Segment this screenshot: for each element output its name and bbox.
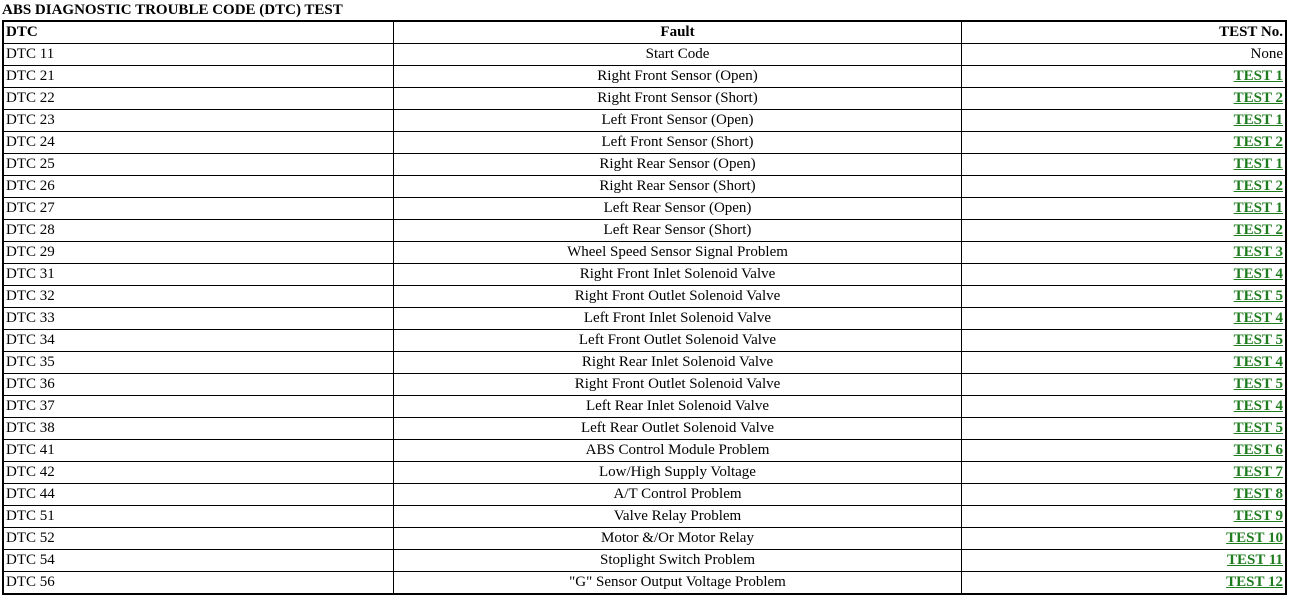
test-link[interactable]: TEST 2 (1233, 178, 1283, 194)
table-row (3, 154, 1286, 176)
table-row (3, 374, 1286, 396)
test-number-cell (962, 330, 1287, 352)
table-row (3, 550, 1286, 572)
test-number-cell: None (962, 44, 1287, 66)
table-row (3, 286, 1286, 308)
table-row (3, 66, 1286, 88)
test-link[interactable]: TEST 8 (1233, 486, 1283, 502)
test-link[interactable]: TEST 5 (1233, 332, 1283, 348)
test-number-cell (962, 462, 1287, 484)
fault-cell: Wheel Speed Sensor Signal Problem (394, 242, 962, 264)
test-link[interactable]: TEST 10 (1226, 530, 1283, 546)
dtc-code-cell: DTC 23 (3, 110, 394, 132)
column-header-test-no: TEST No. (962, 21, 1287, 44)
test-link[interactable]: TEST 1 (1233, 68, 1283, 84)
test-number-cell (962, 286, 1287, 308)
table-row (3, 110, 1286, 132)
fault-cell: Right Rear Inlet Solenoid Valve (394, 352, 962, 374)
dtc-code-cell: DTC 33 (3, 308, 394, 330)
dtc-code-cell: DTC 56 (3, 572, 394, 595)
test-number-cell (962, 264, 1287, 286)
table-row (3, 396, 1286, 418)
fault-cell: Left Front Sensor (Short) (394, 132, 962, 154)
dtc-code-cell: DTC 42 (3, 462, 394, 484)
test-link[interactable]: TEST 4 (1233, 266, 1283, 282)
table-row (3, 220, 1286, 242)
test-link[interactable]: TEST 5 (1233, 288, 1283, 304)
test-number-cell (962, 572, 1287, 595)
fault-cell: A/T Control Problem (394, 484, 962, 506)
test-number-cell (962, 88, 1287, 110)
dtc-code-cell: DTC 27 (3, 198, 394, 220)
dtc-code-cell: DTC 29 (3, 242, 394, 264)
table-row (3, 418, 1286, 440)
column-header-dtc: DTC (3, 21, 394, 44)
test-link[interactable]: TEST 2 (1233, 134, 1283, 150)
dtc-code-cell: DTC 52 (3, 528, 394, 550)
test-number-cell (962, 418, 1287, 440)
table-row (3, 330, 1286, 352)
table-row (3, 264, 1286, 286)
test-number-cell (962, 484, 1287, 506)
test-link[interactable]: TEST 1 (1233, 200, 1283, 216)
fault-cell: Valve Relay Problem (394, 506, 962, 528)
table-row (3, 462, 1286, 484)
test-link[interactable]: TEST 1 (1233, 156, 1283, 172)
test-number-cell (962, 220, 1287, 242)
test-number-cell (962, 506, 1287, 528)
test-number-cell (962, 242, 1287, 264)
test-number-cell (962, 550, 1287, 572)
fault-cell: Right Front Inlet Solenoid Valve (394, 264, 962, 286)
table-row (3, 242, 1286, 264)
test-link[interactable]: TEST 4 (1233, 398, 1283, 414)
dtc-code-cell: DTC 28 (3, 220, 394, 242)
test-number-cell (962, 176, 1287, 198)
test-link[interactable]: TEST 6 (1233, 442, 1283, 458)
fault-cell: Left Front Outlet Solenoid Valve (394, 330, 962, 352)
table-row (3, 132, 1286, 154)
dtc-code-cell: DTC 35 (3, 352, 394, 374)
test-number-cell (962, 308, 1287, 330)
fault-cell: Left Front Inlet Solenoid Valve (394, 308, 962, 330)
test-number-cell (962, 396, 1287, 418)
fault-cell: Left Rear Sensor (Open) (394, 198, 962, 220)
table-row (3, 198, 1286, 220)
dtc-code-cell: DTC 31 (3, 264, 394, 286)
test-number-cell (962, 198, 1287, 220)
table-row (3, 440, 1286, 462)
dtc-code-cell: DTC 32 (3, 286, 394, 308)
table-row (3, 88, 1286, 110)
dtc-table (2, 20, 1287, 595)
fault-cell: ABS Control Module Problem (394, 440, 962, 462)
fault-cell: Right Front Sensor (Short) (394, 88, 962, 110)
test-link[interactable]: TEST 3 (1233, 244, 1283, 260)
table-row (3, 352, 1286, 374)
test-link[interactable]: TEST 4 (1233, 354, 1283, 370)
dtc-code-cell: DTC 26 (3, 176, 394, 198)
table-row (3, 572, 1286, 595)
fault-cell: Motor &/Or Motor Relay (394, 528, 962, 550)
dtc-code-cell: DTC 11 (3, 44, 394, 66)
dtc-code-cell: DTC 44 (3, 484, 394, 506)
test-link[interactable]: TEST 1 (1233, 112, 1283, 128)
table-row (3, 308, 1286, 330)
fault-cell: Right Front Outlet Solenoid Valve (394, 374, 962, 396)
dtc-code-cell: DTC 24 (3, 132, 394, 154)
fault-cell: Left Rear Sensor (Short) (394, 220, 962, 242)
test-link[interactable]: TEST 2 (1233, 222, 1283, 238)
test-link[interactable]: TEST 11 (1226, 552, 1283, 568)
fault-cell: Right Rear Sensor (Open) (394, 154, 962, 176)
fault-cell: Start Code (394, 44, 962, 66)
dtc-code-cell: DTC 22 (3, 88, 394, 110)
table-body (3, 44, 1286, 595)
test-number-cell (962, 66, 1287, 88)
test-number-cell (962, 132, 1287, 154)
dtc-code-cell: DTC 25 (3, 154, 394, 176)
fault-cell: Right Front Sensor (Open) (394, 66, 962, 88)
table-row (3, 528, 1286, 550)
test-number-cell (962, 352, 1287, 374)
table-row (3, 44, 1286, 66)
table-row (3, 506, 1286, 528)
test-number-cell (962, 440, 1287, 462)
test-link[interactable]: TEST 5 (1233, 376, 1283, 392)
dtc-code-cell: DTC 36 (3, 374, 394, 396)
test-link[interactable]: TEST 2 (1233, 90, 1283, 106)
test-number-cell (962, 154, 1287, 176)
dtc-code-cell: DTC 37 (3, 396, 394, 418)
test-number-cell (962, 110, 1287, 132)
test-link[interactable]: TEST 9 (1233, 508, 1283, 524)
fault-cell: Left Front Sensor (Open) (394, 110, 962, 132)
test-link[interactable]: TEST 7 (1233, 464, 1283, 480)
dtc-code-cell: DTC 41 (3, 440, 394, 462)
column-header-fault: Fault (394, 21, 962, 44)
fault-cell: Stoplight Switch Problem (394, 550, 962, 572)
fault-cell: Low/High Supply Voltage (394, 462, 962, 484)
fault-cell: Left Rear Outlet Solenoid Valve (394, 418, 962, 440)
fault-cell: Left Rear Inlet Solenoid Valve (394, 396, 962, 418)
dtc-code-cell: DTC 54 (3, 550, 394, 572)
table-row (3, 176, 1286, 198)
table-header-row (3, 21, 1286, 44)
fault-cell: Right Front Outlet Solenoid Valve (394, 286, 962, 308)
dtc-code-cell: DTC 51 (3, 506, 394, 528)
page-title: ABS DIAGNOSTIC TROUBLE CODE (DTC) TEST (2, 2, 343, 18)
fault-cell: Right Rear Sensor (Short) (394, 176, 962, 198)
test-link[interactable]: TEST 4 (1233, 310, 1283, 326)
test-number-cell (962, 528, 1287, 550)
dtc-code-cell: DTC 34 (3, 330, 394, 352)
fault-cell: "G" Sensor Output Voltage Problem (394, 572, 962, 595)
dtc-code-cell: DTC 21 (3, 66, 394, 88)
test-link[interactable]: TEST 5 (1233, 420, 1283, 436)
test-number-cell (962, 374, 1287, 396)
test-link[interactable]: TEST 12 (1226, 574, 1283, 590)
dtc-code-cell: DTC 38 (3, 418, 394, 440)
table-row (3, 484, 1286, 506)
